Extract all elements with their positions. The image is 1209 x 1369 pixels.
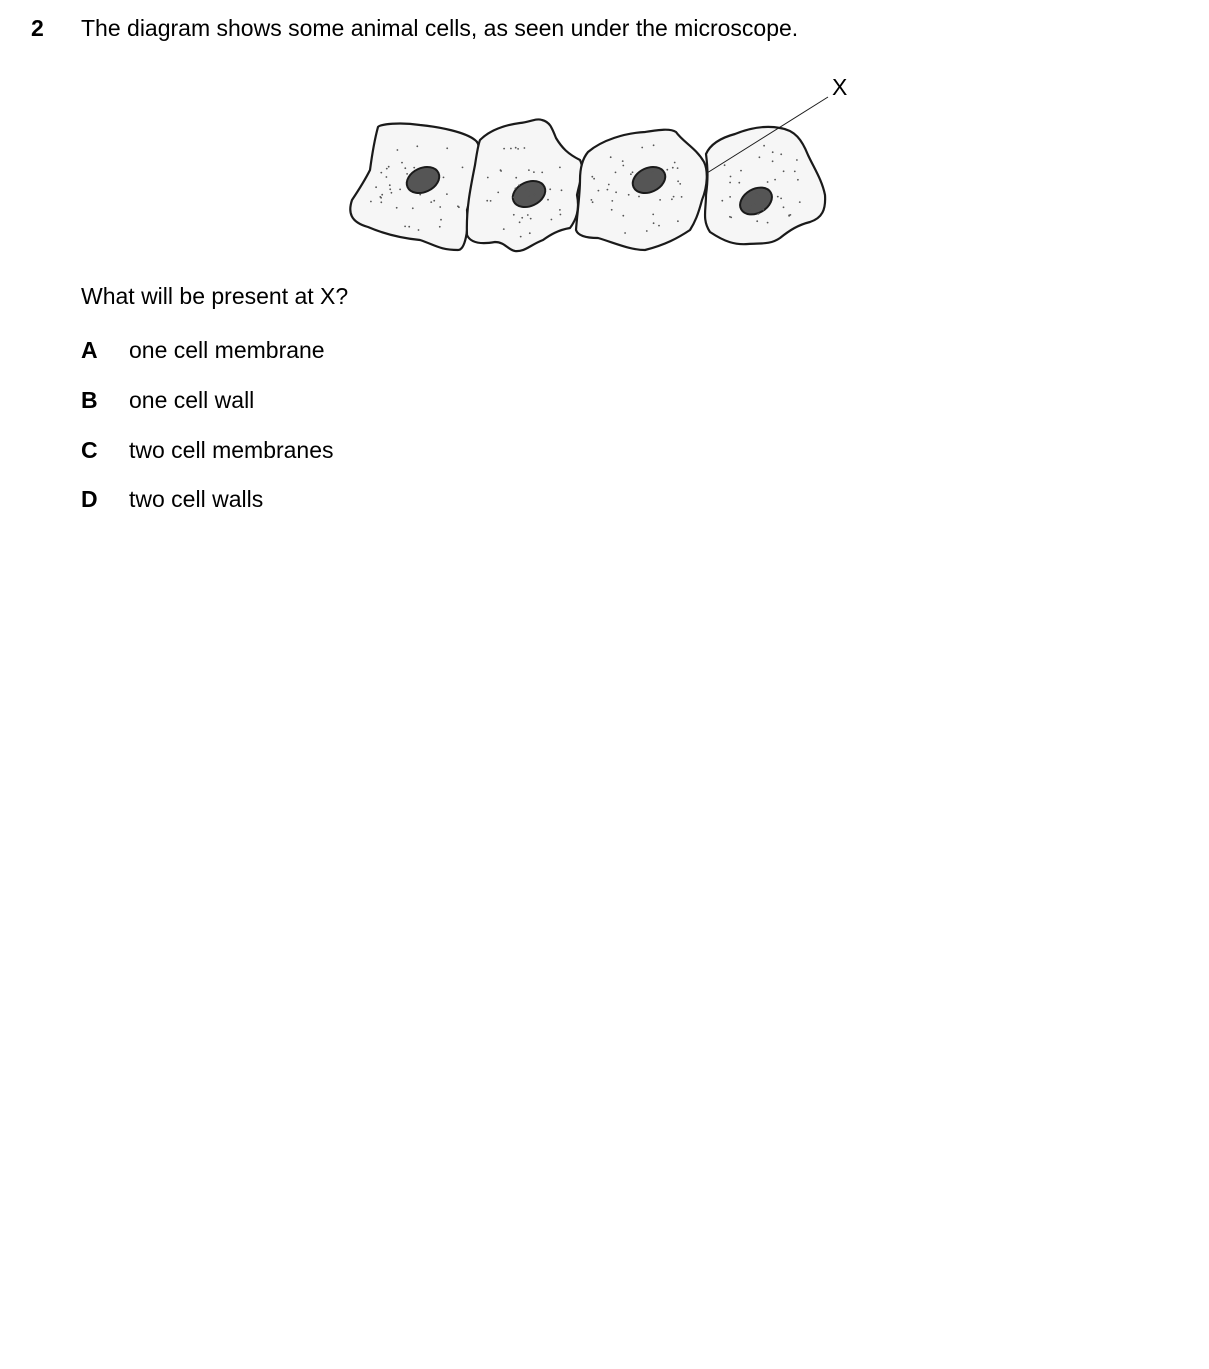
option-letter: A (81, 337, 98, 363)
option-text: two cell membranes (129, 437, 334, 463)
question-prompt: What will be present at X? (81, 283, 349, 309)
animal-cells-diagram (340, 70, 860, 260)
option-letter: B (81, 387, 98, 413)
option-a[interactable] (81, 336, 581, 364)
cell-1 (350, 124, 479, 250)
option-letter: C (81, 437, 98, 463)
option-b[interactable] (81, 386, 581, 414)
option-text: one cell wall (129, 387, 255, 413)
option-text: one cell membrane (129, 337, 325, 363)
cell-4 (705, 127, 825, 244)
option-d[interactable] (81, 485, 581, 513)
question-stem: The diagram shows some animal cells, as seen under the microscope. (81, 15, 799, 41)
label-x: X (832, 74, 848, 100)
option-text: two cell walls (129, 486, 264, 512)
cell-2 (467, 119, 582, 251)
option-c[interactable] (81, 436, 581, 464)
question-number: 2 (31, 15, 44, 41)
option-letter: D (81, 486, 98, 512)
